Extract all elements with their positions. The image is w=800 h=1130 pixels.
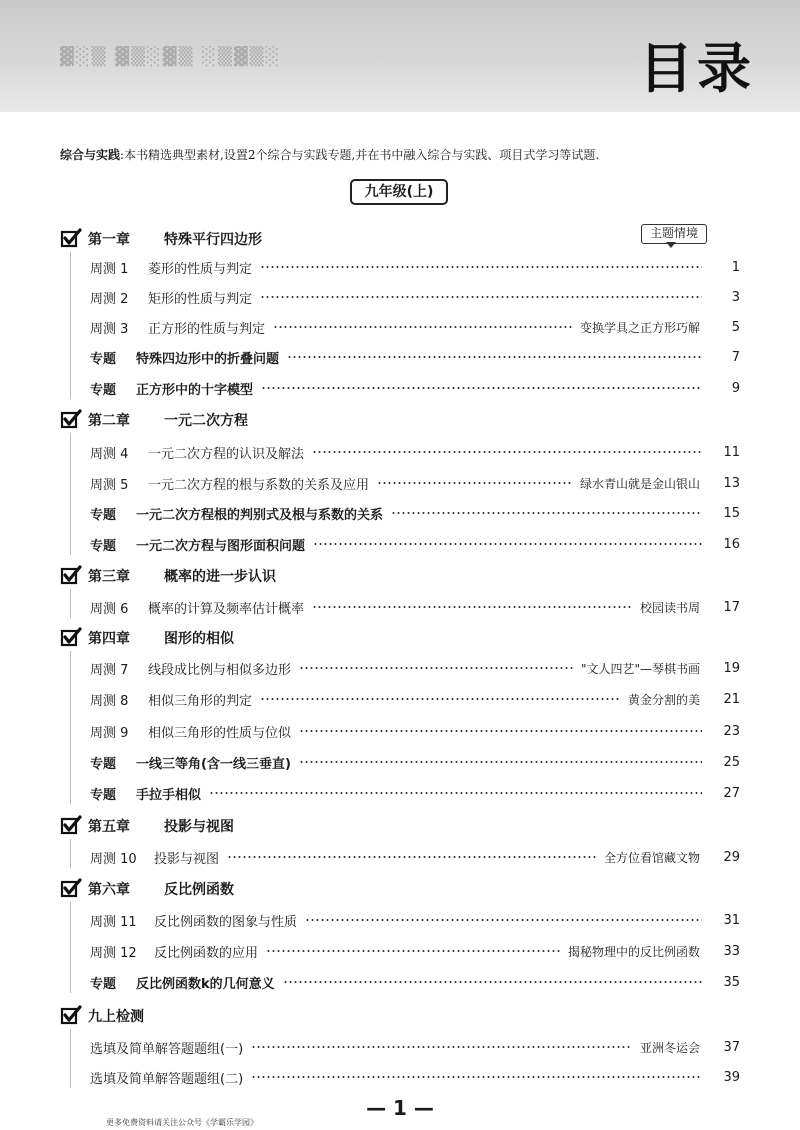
- checkmark-icon: [60, 228, 82, 250]
- toc-entry[interactable]: [90, 346, 740, 368]
- toc-entry[interactable]: [90, 441, 740, 463]
- leader-dots: [260, 296, 702, 298]
- header-ghost-texture: ▓░▒ ▓▒░▓▒ ░▒▓▒░: [60, 46, 282, 67]
- entry-page-number: 7: [731, 349, 740, 365]
- toc-entry[interactable]: [90, 909, 740, 931]
- entry-label: 周测 1: [90, 261, 129, 277]
- entry-label: 专题: [90, 507, 117, 523]
- toc-entry[interactable]: [90, 846, 740, 868]
- entry-page-number: 39: [723, 1069, 740, 1085]
- checkmark-icon: [60, 815, 82, 837]
- entry-page-number: 21: [723, 691, 740, 707]
- entry-page-number: 31: [723, 912, 740, 928]
- leader-dots: [209, 792, 702, 794]
- entry-label: 周测 2: [90, 291, 129, 307]
- entry-label: 专题: [90, 756, 117, 772]
- page-number: — 1 —: [366, 1096, 434, 1120]
- entry-title: 菱形的性质与判定: [148, 261, 253, 277]
- leader-dots: [391, 512, 702, 514]
- leader-dots: [260, 266, 702, 268]
- entry-title: 反比例函数的应用: [154, 945, 259, 961]
- leader-dots: [273, 326, 572, 328]
- entry-page-number: 17: [723, 599, 740, 615]
- leader-dots: [260, 698, 620, 700]
- entry-label: 周测 10: [90, 851, 137, 867]
- leader-dots: [227, 856, 596, 858]
- entry-title: 一元二次方程的认识及解法: [148, 446, 305, 462]
- leader-dots: [261, 387, 702, 389]
- entry-label: 专题: [90, 538, 117, 554]
- intro-body: :本书精选典型素材,设置2个综合与实践专题,并在书中融入综合与实践、项目式学习等试题.: [120, 148, 600, 162]
- entry-title: 正方形中的十字模型: [136, 382, 254, 398]
- toc-entry[interactable]: [90, 782, 740, 804]
- entry-title: 相似三角形的性质与位似: [148, 725, 292, 741]
- entry-title: 相似三角形的判定: [148, 693, 253, 709]
- entry-title: 线段成比例与相似多边形: [148, 662, 292, 678]
- chapter-bracket-line: [70, 252, 71, 399]
- entry-theme: 亚洲冬运会: [639, 1040, 700, 1055]
- entry-page-number: 16: [723, 536, 740, 552]
- leader-dots: [299, 761, 702, 763]
- chapter-title: 反比例函数: [164, 882, 234, 898]
- entry-theme: 校园读书周: [639, 600, 700, 615]
- entry-label: 周测 12: [90, 945, 137, 961]
- entry-page-number: 5: [731, 319, 740, 335]
- chapter-heading: [60, 563, 276, 589]
- entry-page-number: 25: [723, 754, 740, 770]
- entry-label: 周测 7: [90, 662, 129, 678]
- checkmark-icon: [60, 409, 82, 431]
- chapter-heading: [60, 813, 234, 839]
- checkmark-icon: [60, 878, 82, 900]
- chapter-number: 第二章: [88, 413, 130, 429]
- toc-entry[interactable]: [90, 751, 740, 773]
- entry-label: 专题: [90, 351, 117, 367]
- toc-entry[interactable]: [90, 256, 740, 278]
- toc-entry[interactable]: [90, 657, 740, 679]
- entry-label: 专题: [90, 787, 117, 803]
- entry-page-number: 37: [723, 1039, 740, 1055]
- entry-title: 概率的计算及频率估计概率: [148, 601, 305, 617]
- entry-page-number: 29: [723, 849, 740, 865]
- chapter-number: 第四章: [88, 631, 130, 647]
- chapter-heading: [60, 625, 234, 651]
- entry-title: 矩形的性质与判定: [148, 291, 253, 307]
- toc-entry[interactable]: [90, 971, 740, 993]
- chapter-title: 特殊平行四边形: [164, 232, 262, 248]
- entry-title: 正方形的性质与判定: [148, 321, 266, 337]
- entry-theme: 绿水青山就是金山银山: [579, 476, 700, 491]
- entry-title: 选填及简单解答题题组(二): [90, 1071, 244, 1087]
- chapter-number: 第三章: [88, 569, 130, 585]
- entry-title: 特殊四边形中的折叠问题: [136, 351, 280, 367]
- entry-title: 手拉手相似: [136, 787, 202, 803]
- entry-title: 一线三等角(含一线三垂直): [136, 756, 291, 772]
- entry-title: 一元二次方程与图形面积问题: [136, 538, 306, 554]
- toc-entry[interactable]: [90, 596, 740, 618]
- entry-label: 周测 6: [90, 601, 129, 617]
- toc-entry[interactable]: [90, 316, 740, 338]
- entry-title: 反比例函数k的几何意义: [136, 976, 275, 992]
- chapter-title: 概率的进一步认识: [164, 569, 276, 585]
- entry-label: 专题: [90, 976, 117, 992]
- chapter-bracket-line: [70, 902, 71, 993]
- entry-page-number: 13: [723, 475, 740, 491]
- entry-title: 选填及简单解答题题组(一): [90, 1041, 244, 1057]
- chapter-bracket-line: [70, 839, 71, 868]
- leader-dots: [251, 1046, 632, 1048]
- leader-dots: [266, 950, 560, 952]
- entry-page-number: 27: [723, 785, 740, 801]
- entry-page-number: 33: [723, 943, 740, 959]
- page-title: 目录: [639, 37, 755, 100]
- entry-label: 周测 5: [90, 477, 129, 493]
- entry-label: 周测 3: [90, 321, 129, 337]
- checkmark-icon: [60, 565, 82, 587]
- entry-title: 一元二次方程根的判别式及根与系数的关系: [136, 507, 384, 523]
- chapter-title: 投影与视图: [164, 819, 234, 835]
- entry-page-number: 1: [731, 259, 740, 275]
- leader-dots: [287, 356, 702, 358]
- chapter-title: 一元二次方程: [164, 413, 248, 429]
- entry-page-number: 19: [723, 660, 740, 676]
- toc-entry[interactable]: [90, 1066, 740, 1088]
- toc-entry[interactable]: [90, 1036, 740, 1058]
- entry-label: 周测 8: [90, 693, 129, 709]
- toc-entry[interactable]: [90, 502, 740, 524]
- entry-page-number: 15: [723, 505, 740, 521]
- chapter-heading: [60, 876, 234, 902]
- chapter-number: 第六章: [88, 882, 130, 898]
- chapter-number: 九上检测: [88, 1009, 144, 1025]
- chapter-title: 图形的相似: [164, 631, 234, 647]
- leader-dots: [377, 482, 572, 484]
- toc-entry[interactable]: [90, 940, 740, 962]
- entry-theme: 揭秘物理中的反比例函数: [567, 944, 700, 959]
- entry-theme: 黄金分割的美: [627, 692, 700, 707]
- entry-theme: "文人四艺"—琴棋书画: [580, 661, 700, 676]
- chapter-bracket-line: [70, 433, 71, 555]
- toc-entry[interactable]: [90, 286, 740, 308]
- toc-entry[interactable]: [90, 533, 740, 555]
- entry-page-number: 11: [723, 444, 740, 460]
- chapter-bracket-line: [70, 651, 71, 804]
- entry-title: 投影与视图: [154, 851, 220, 867]
- intro-label: 综合与实践: [60, 148, 121, 162]
- entry-page-number: 35: [723, 974, 740, 990]
- grade-label: 九年级(上): [350, 179, 448, 205]
- entry-label: 周测 11: [90, 914, 137, 930]
- leader-dots: [283, 981, 702, 983]
- leader-dots: [299, 730, 702, 732]
- checkmark-icon: [60, 627, 82, 649]
- leader-dots: [312, 451, 702, 453]
- entry-page-number: 9: [731, 380, 740, 396]
- chapter-heading: [60, 1003, 144, 1029]
- chapter-number: 第五章: [88, 819, 130, 835]
- chapter-bracket-line: [70, 1029, 71, 1088]
- entry-page-number: 23: [723, 723, 740, 739]
- entry-label: 周测 9: [90, 725, 129, 741]
- chapter-heading: [60, 407, 248, 433]
- entry-label: 专题: [90, 382, 117, 398]
- entry-page-number: 3: [731, 289, 740, 305]
- chapter-bracket-line: [70, 589, 71, 618]
- chapter-number: 第一章: [88, 232, 130, 248]
- chapter-heading: [60, 226, 262, 252]
- leader-dots: [305, 919, 702, 921]
- leader-dots: [299, 667, 573, 669]
- leader-dots: [251, 1076, 702, 1078]
- entry-title: 反比例函数的图象与性质: [154, 914, 298, 930]
- theme-badge: 主题情境: [641, 224, 707, 244]
- entry-theme: 全方位看馆藏文物: [603, 850, 700, 865]
- entry-title: 一元二次方程的根与系数的关系及应用: [148, 477, 370, 493]
- checkmark-icon: [60, 1005, 82, 1027]
- toc-entry[interactable]: [90, 472, 740, 494]
- toc-entry[interactable]: [90, 720, 740, 742]
- footer-note: 更多免费资料请关注公众号《学霸乐学园》: [106, 1118, 258, 1127]
- toc-entry[interactable]: [90, 377, 740, 399]
- leader-dots: [313, 543, 702, 545]
- entry-label: 周测 4: [90, 446, 129, 462]
- leader-dots: [312, 606, 632, 608]
- entry-theme: 变换学具之正方形巧解: [579, 320, 700, 335]
- toc-entry[interactable]: [90, 688, 740, 710]
